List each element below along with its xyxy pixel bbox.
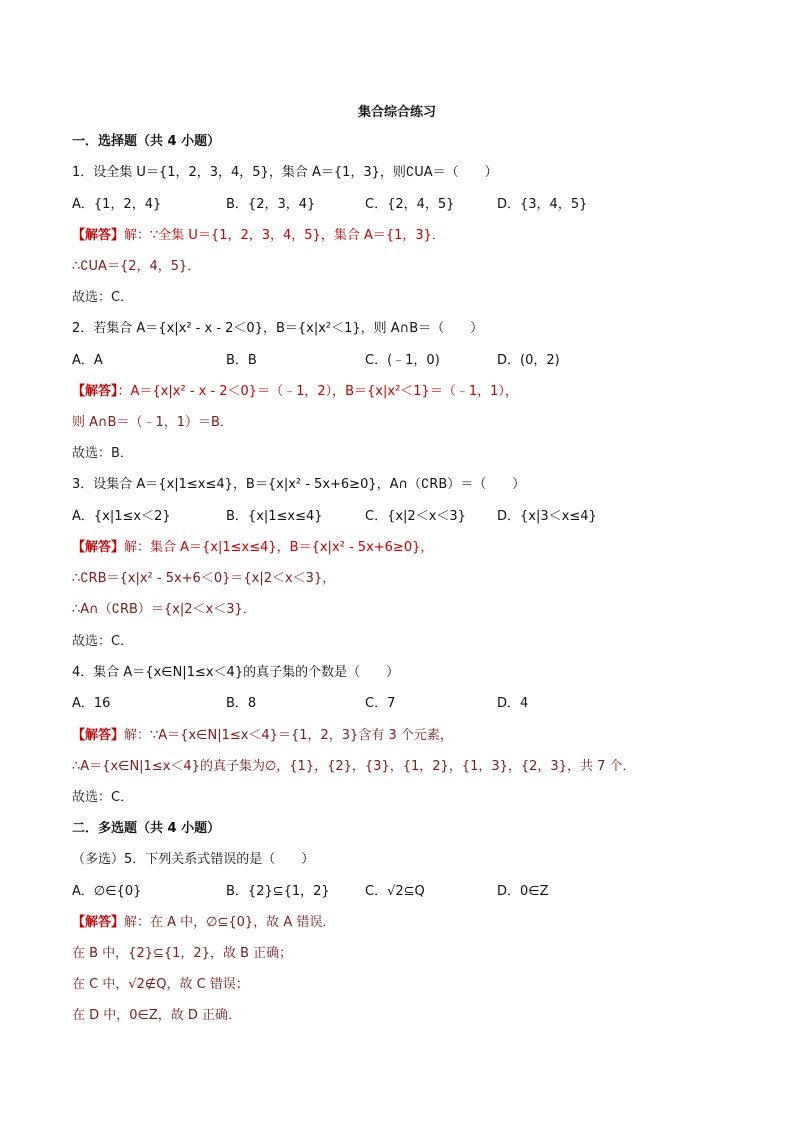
question-4-stem: 4．集合 A＝{x∈N|1≤x＜4}的真子集的个数是（ ） — [72, 665, 400, 680]
q5-solution-line-3: 在 C 中，√2∉Q，故 C 错误； — [72, 977, 249, 992]
q3-option-a: A．{x|1≤x＜2} — [72, 509, 171, 524]
section-heading-multi-choice: 二．多选题（共 4 小题） — [72, 821, 221, 836]
q2-solution-line-1: 【解答】：A＝{x|x² - x - 2＜0}＝（﹣1，2），B＝{x|x²＜1}＝（﹣1，1）， — [72, 384, 518, 399]
q2-solution-line-2: 则 A∩B＝（﹣1，1）＝B． — [72, 415, 233, 430]
q2-option-b: B．B — [226, 353, 257, 368]
q5-solution-line-4: 在 D 中，0∈Z，故 D 正确． — [72, 1008, 242, 1023]
q1-option-a: A．{1，2，4} — [72, 197, 162, 212]
q3-option-b: B．{x|1≤x≤4} — [226, 509, 323, 524]
q4-solution-line-1: 【解答】解：∵A＝{x∈N|1≤x＜4}＝{1，2，3}含有 3 个元素， — [72, 728, 453, 743]
q2-option-c: C．(﹣1，0) — [365, 353, 440, 368]
question-3-stem: 3．设集合 A＝{x|1≤x≤4}，B＝{x|x² - 5x+6≥0}，A∩（∁RB）＝（ ） — [72, 477, 526, 492]
q5-solution-line-1: 【解答】解：在 A 中，∅⊆{0}，故 A 错误． — [72, 915, 336, 930]
q1-option-d: D．{3，4，5} — [497, 197, 588, 212]
q3-option-c: C．{x|2＜x＜3} — [365, 509, 466, 524]
q4-option-c: C．7 — [365, 696, 396, 711]
q4-solution-line-2: ∴A＝{x∈N|1≤x＜4}的真子集为∅，{1}，{2}，{3}，{1，2}，{1，3}，{2，3}，共 7 个． — [72, 759, 636, 774]
q2-option-a: A．A — [72, 353, 103, 368]
question-2-stem: 2．若集合 A＝{x|x² - x - 2＜0}，B＝{x|x²＜1}，则 A∩B＝（ ） — [72, 321, 484, 336]
solution-tag: 【解答】 — [72, 728, 125, 743]
q5-option-c: C．√2⊆Q — [365, 884, 425, 899]
page-title: 集合综合练习 — [357, 105, 436, 120]
question-5-stem: （多选）5．下列关系式错误的是（ ） — [72, 852, 315, 867]
solution-tag: 【解答】 — [72, 540, 125, 555]
q4-option-a: A．16 — [72, 696, 111, 711]
q1-option-c: C．{2，4，5} — [365, 197, 455, 212]
q3-option-d: D．{x|3＜x≤4} — [497, 509, 597, 524]
q3-solution-line-2: ∴∁RB＝{x|x² - 5x+6＜0}＝{x|2＜x＜3}， — [72, 571, 336, 586]
solution-tag: 【解答】 — [72, 915, 125, 930]
q1-solution-line-1: 【解答】解：∵全集 U＝{1，2，3，4，5}，集合 A＝{1，3}． — [72, 228, 445, 243]
q4-option-d: D．4 — [497, 696, 529, 711]
q3-solution-line-1: 【解答】解：集合 A＝{x|1≤x≤4}，B＝{x|x² - 5x+6≥0}， — [72, 540, 434, 555]
q1-option-b: B．{2，3，4} — [226, 197, 316, 212]
q5-option-b: B．{2}⊆{1，2} — [226, 884, 330, 899]
q2-option-d: D．(0，2) — [497, 353, 560, 368]
q4-answer: 故选：C． — [72, 790, 134, 805]
question-1-stem: 1．设全集 U＝{1，2，3，4，5}，集合 A＝{1，3}，则∁UA＝（ ） — [72, 165, 498, 180]
section-heading-single-choice: 一．选择题（共 4 小题） — [72, 134, 221, 149]
q1-answer: 故选：C． — [72, 290, 134, 305]
solution-tag: 【解答】 — [72, 384, 118, 399]
q1-solution-line-2: ∴∁UA＝{2，4，5}． — [72, 259, 201, 274]
q4-option-b: B．8 — [226, 696, 257, 711]
q3-solution-line-3: ∴A∩（∁RB）＝{x|2＜x＜3}． — [72, 602, 256, 617]
q2-answer: 故选：B． — [72, 446, 133, 461]
q3-answer: 故选：C． — [72, 634, 134, 649]
q5-option-d: D．0∈Z — [497, 884, 549, 899]
q5-solution-line-2: 在 B 中，{2}⊆{1，2}，故 B 正确； — [72, 946, 293, 961]
q5-option-a: A．∅∈{0} — [72, 884, 142, 899]
solution-tag: 【解答】 — [72, 228, 125, 243]
